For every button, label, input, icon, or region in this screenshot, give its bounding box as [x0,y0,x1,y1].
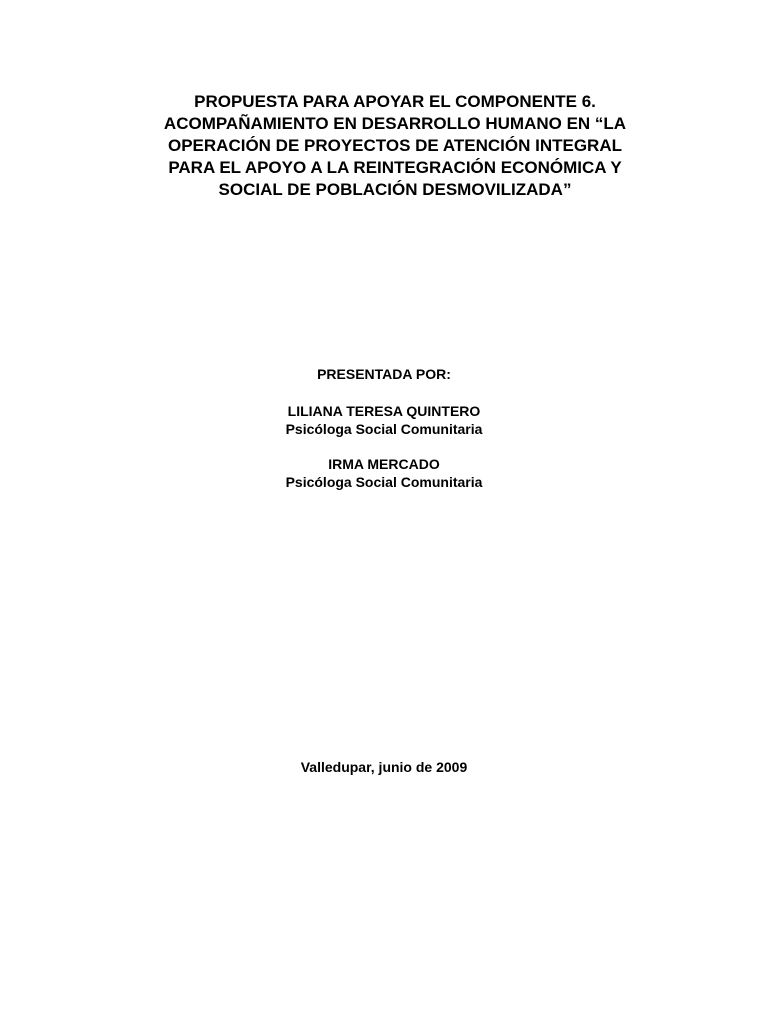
title-line: SOCIAL DE POBLACIÓN DESMOVILIZADA” [218,180,572,199]
title-line: ACOMPAÑAMIENTO EN DESARROLLO HUMANO EN “LA [163,114,627,133]
title-line: OPERACIÓN DE PROYECTOS DE ATENCIÓN INTEGRAL [167,136,622,155]
document-title [110,91,680,201]
author-role: Psicóloga Social Comunitaria [285,474,483,490]
author-name: IRMA MERCADO [328,456,440,472]
author-name: LILIANA TERESA QUINTERO [287,403,481,419]
presented-by-label: PRESENTADA POR: [317,366,451,382]
title-line: PROPUESTA PARA APOYAR EL COMPONENTE 6. [194,92,596,111]
title-line: PARA EL APOYO A LA REINTEGRACIÓN ECONÓMICA Y [168,158,622,177]
author-role: Psicóloga Social Comunitaria [285,421,483,437]
author-block [0,402,768,438]
author-block [0,455,768,491]
place-and-date: Valledupar, junio de 2009 [300,759,468,775]
